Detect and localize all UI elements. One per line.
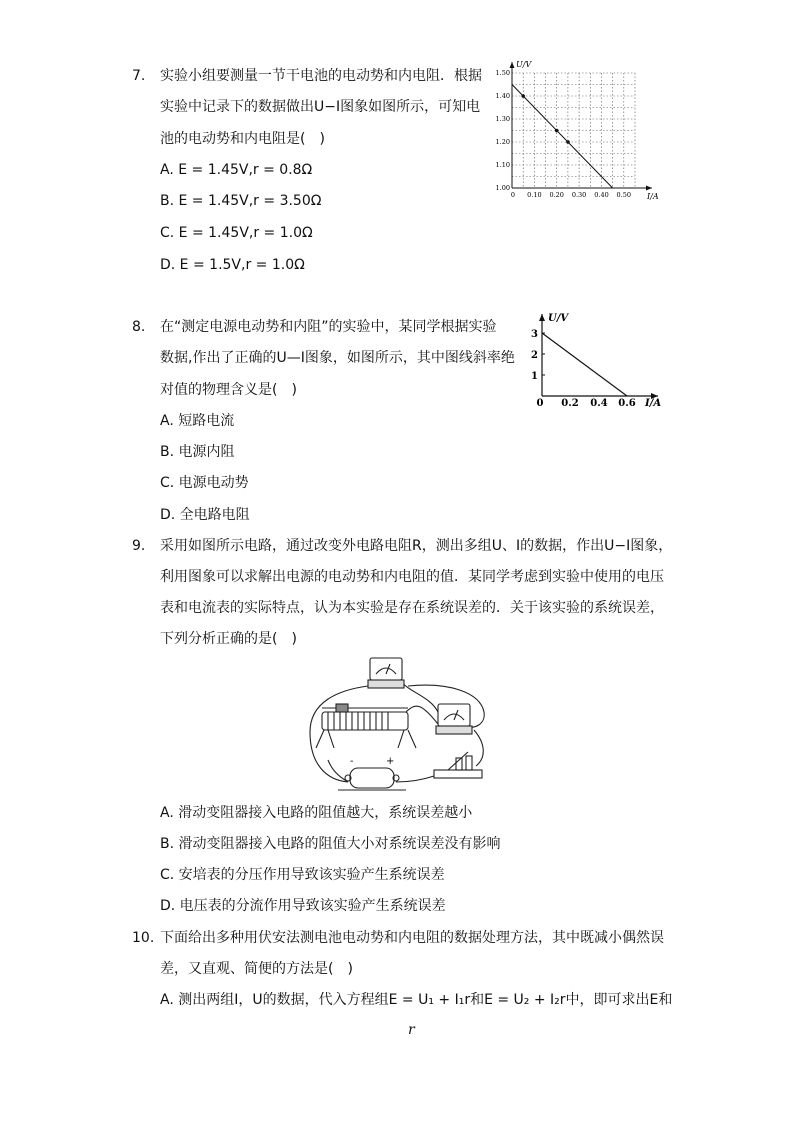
question-9-option-c[interactable]: C. 安培表的分压作用导致该实验产生系统误差: [160, 867, 445, 883]
chart-ytick: 2: [531, 350, 538, 361]
chart-ytick: 1.40: [495, 92, 510, 100]
chart-xtick: 0.6: [618, 398, 636, 409]
chart-ylabel: U/V: [548, 313, 569, 324]
question-9-number: 9.: [132, 538, 146, 554]
chart-xtick: 0.20: [549, 191, 564, 199]
question-8-line-3: 对值的物理含义是( ): [160, 382, 297, 398]
chart-xtick: 0.50: [616, 191, 632, 199]
question-9-line-3: 表和电流表的实际特点，认为本实验是存在系统误差的．关于该实验的系统误差，: [160, 600, 664, 616]
question-9-line-1: 采用如图所示电路，通过改变外电路电阻R，测出多组U、I的数据，作出U−I图象，: [160, 538, 673, 554]
question-7-option-d[interactable]: D. E = 1.5V,r = 1.0Ω: [160, 257, 305, 273]
question-8-ui-graph: [530, 308, 670, 412]
chart-xtick: 0: [536, 398, 544, 409]
question-8-line-1: 在“测定电源电动势和内阻”的实验中，某同学根据实验: [160, 319, 497, 335]
question-8-line-2: 数据,作出了正确的U—I图象，如图所示，其中图线斜率绝: [160, 350, 515, 366]
question-10-number: 10.: [132, 930, 155, 946]
chart-ytick: 3: [531, 329, 538, 340]
battery-plus-label: +: [386, 756, 395, 767]
question-7-option-c[interactable]: C. E = 1.45V,r = 1.0Ω: [160, 225, 313, 241]
question-7-option-b[interactable]: B. E = 1.45V,r = 3.50Ω: [160, 193, 322, 209]
chart-ytick: 1.30: [495, 115, 510, 123]
question-9-line-4: 下列分析正确的是( ): [160, 631, 297, 647]
question-10-option-a-continuation: r: [408, 1022, 415, 1038]
question-9-option-a[interactable]: A. 滑动变阻器接入电路的阻值越大，系统误差越小: [160, 805, 473, 821]
chart-ytick: 1.50: [495, 69, 510, 77]
question-10-line-2: 差，又直观、简便的方法是( ): [160, 961, 353, 977]
chart-xtick: 0.10: [527, 191, 542, 199]
question-7-ui-graph: [490, 56, 665, 204]
question-9-option-b[interactable]: B. 滑动变阻器接入电路的阻值大小对系统误差没有影响: [160, 836, 501, 852]
question-8-option-d[interactable]: D. 全电路电阻: [160, 507, 250, 523]
battery-minus-label: -: [350, 756, 354, 767]
question-9-circuit-diagram: [298, 652, 498, 794]
question-8-option-c[interactable]: C. 电源电动势: [160, 475, 249, 491]
question-8-option-b[interactable]: B. 电源内阻: [160, 444, 235, 460]
chart-ytick: 1: [531, 371, 538, 382]
chart-ytick: 1.10: [495, 161, 510, 169]
chart-xtick: 0.30: [571, 191, 587, 199]
question-7-number: 7.: [132, 68, 146, 84]
question-7-option-a[interactable]: A. E = 1.45V,r = 0.8Ω: [160, 162, 313, 178]
chart-xtick: 0.2: [561, 398, 579, 409]
question-9-option-d[interactable]: D. 电压表的分流作用导致该实验产生系统误差: [160, 898, 446, 914]
chart-xlabel: I/A: [645, 398, 662, 409]
question-7-line-3: 池的电动势和内电阻是( ): [160, 131, 325, 147]
chart-xtick: 0.40: [594, 191, 609, 199]
question-10-option-a[interactable]: A. 测出两组I，U的数据，代入方程组E = U₁ + I₁r和E = U₂ + I₂r中，即可求出E和: [160, 992, 673, 1008]
question-7-line-2: 实验中记录下的数据做出U−I图象如图所示，可知电: [160, 99, 481, 115]
chart-ytick: 1.20: [495, 138, 510, 146]
question-9-line-2: 利用图象可以求解出电源的电动势和内电阻的值．某同学考虑到实验中使用的电压: [160, 569, 664, 585]
question-8-option-a[interactable]: A. 短路电流: [160, 413, 235, 429]
chart-xlabel: I/A: [647, 192, 659, 201]
question-7-line-1: 实验小组要测量一节干电池的电动势和内电阻．根据: [160, 68, 482, 84]
question-8-number: 8.: [132, 319, 146, 335]
question-10-line-1: 下面给出多种用伏安法测电池电动势和内电阻的数据处理方法，其中既减小偶然误: [160, 930, 664, 946]
chart-xtick: 0.4: [590, 398, 608, 409]
chart-xtick: 0: [510, 191, 516, 199]
chart-ylabel: U/V: [516, 60, 532, 69]
chart-ytick: 1.00: [495, 184, 510, 192]
